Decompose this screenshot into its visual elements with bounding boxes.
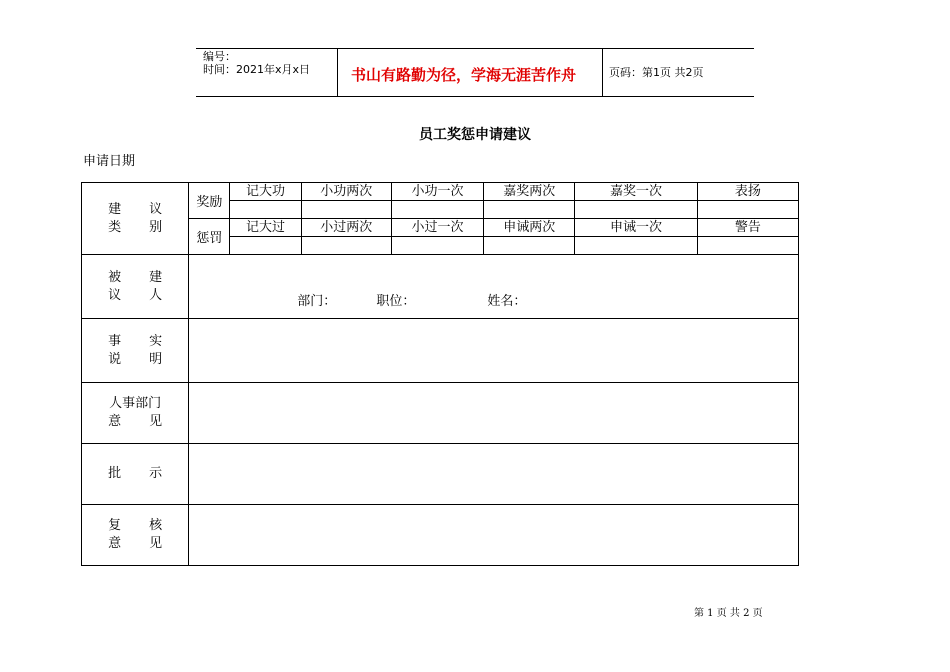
proposer-label-char: 议 [108, 287, 122, 303]
review-label-char: 见 [149, 536, 163, 551]
number-label: 编号： [203, 50, 236, 63]
category-label-char: 类 [108, 219, 122, 235]
reward-check-cell[interactable] [301, 201, 391, 219]
page-footer: 第 1 页 共 2 页 [694, 608, 763, 619]
review-label-char: 意 [108, 536, 122, 551]
header-top-rule [196, 48, 754, 49]
name-label: 姓名： [487, 294, 527, 309]
approve-label-char: 示 [149, 466, 163, 481]
apply-date-label: 申请日期 [83, 154, 136, 169]
punish-item: 申诫两次 [484, 219, 575, 237]
header-bottom-rule [196, 96, 754, 97]
reward-item: 表扬 [697, 183, 798, 201]
reward-check-cell[interactable] [697, 201, 798, 219]
dept-label: 部门： [297, 294, 337, 309]
proposer-label-cell [82, 255, 189, 319]
hr-label-char: 意 [108, 414, 122, 429]
time-label: 时间：2021年x月x日 [203, 63, 311, 76]
punish-item: 警告 [697, 219, 798, 237]
reward-label: 奖励 [189, 183, 230, 219]
review-label-char: 核 [149, 518, 163, 533]
reward-item: 小功两次 [301, 183, 391, 201]
motto-text: 书山有路勤为径，学海无涯苦作舟 [351, 66, 577, 84]
review-label-char: 复 [108, 518, 122, 533]
punish-check-cell[interactable] [391, 237, 483, 255]
reward-item: 小功一次 [391, 183, 483, 201]
facts-content[interactable] [189, 319, 799, 383]
hr-label-char: 见 [149, 414, 163, 429]
punish-item: 记大过 [230, 219, 301, 237]
punish-check-cell[interactable] [484, 237, 575, 255]
punish-check-cell[interactable] [575, 237, 697, 255]
punish-label: 惩罚 [189, 219, 230, 255]
proposer-row [82, 255, 799, 319]
hr-label-line1: 人事部门 [109, 396, 162, 411]
punish-item: 小过一次 [391, 219, 483, 237]
review-row [82, 505, 799, 566]
proposer-content[interactable] [189, 255, 799, 319]
approve-content[interactable] [189, 444, 799, 505]
punish-row-labels [82, 219, 799, 237]
proposer-label-char: 被 [108, 269, 122, 285]
punish-check-cell[interactable] [230, 237, 301, 255]
reward-row-labels [82, 183, 799, 201]
header-divider-left [337, 48, 338, 96]
position-label: 职位： [376, 294, 416, 309]
document-title: 员工奖惩申请建议 [419, 127, 531, 143]
facts-row [82, 319, 799, 383]
punish-item: 申诫一次 [575, 219, 697, 237]
hr-row [82, 383, 799, 444]
page-info: 页码：第1页 共2页 [609, 66, 704, 79]
hr-label-cell [82, 383, 189, 444]
reward-item: 记大功 [230, 183, 301, 201]
facts-label-char: 说 [108, 351, 122, 367]
facts-label-char: 实 [149, 333, 163, 349]
facts-label-cell [82, 319, 189, 383]
punish-item: 小过两次 [301, 219, 391, 237]
category-label-char: 别 [149, 219, 163, 235]
reward-punish-form [81, 182, 799, 566]
punish-check-cell[interactable] [301, 237, 391, 255]
reward-item: 嘉奖两次 [484, 183, 575, 201]
reward-item: 嘉奖一次 [575, 183, 697, 201]
review-label-cell [82, 505, 189, 566]
category-label-char: 建 [108, 201, 122, 217]
proposer-fields [297, 290, 526, 309]
approve-label-char: 批 [108, 466, 122, 481]
review-content[interactable] [189, 505, 799, 566]
hr-content[interactable] [189, 383, 799, 444]
reward-check-cell[interactable] [575, 201, 697, 219]
facts-label-char: 明 [149, 351, 163, 367]
header-divider-right [602, 48, 603, 96]
proposer-label-char: 建 [149, 269, 163, 285]
facts-label-char: 事 [108, 333, 122, 349]
punish-check-cell[interactable] [697, 237, 798, 255]
reward-check-cell[interactable] [391, 201, 483, 219]
reward-check-cell[interactable] [484, 201, 575, 219]
proposer-label-char: 人 [149, 287, 163, 303]
category-label-cell [82, 183, 189, 255]
reward-check-cell[interactable] [230, 201, 301, 219]
category-label-char: 议 [149, 201, 163, 217]
approve-row [82, 444, 799, 505]
approve-label-cell [82, 444, 189, 505]
